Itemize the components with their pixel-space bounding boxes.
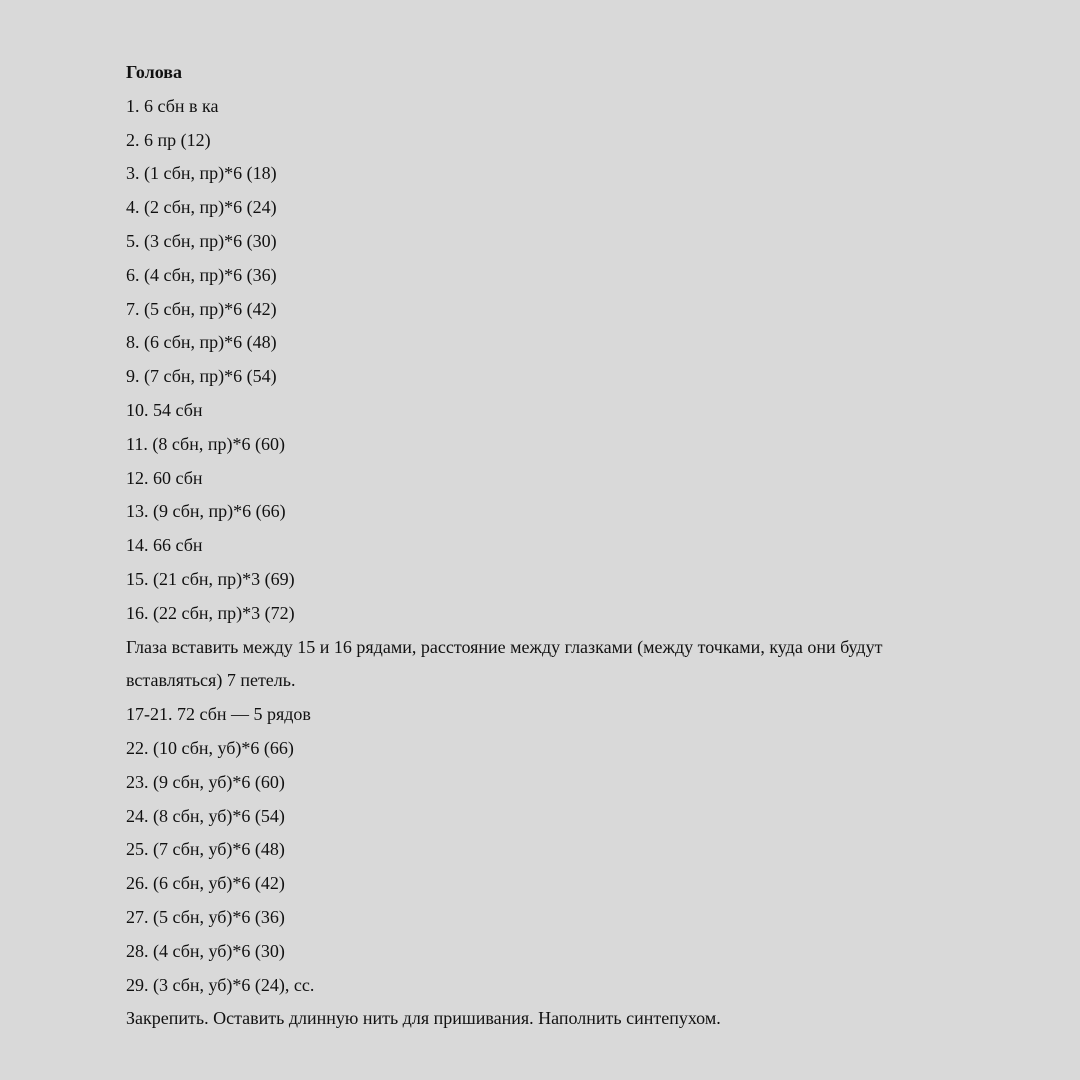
final-note: Закрепить. Оставить длинную нить для пришивания. Наполнить синтепухом. [126,1008,721,1029]
row-9: 9. (7 сбн, пр)*6 (54) [126,366,277,387]
row-15: 15. (21 сбн, пр)*3 (69) [126,568,295,589]
row-8: 8. (6 сбн, пр)*6 (48) [126,332,277,353]
row-13: 13. (9 сбн, пр)*6 (66) [126,501,286,522]
section-title: Голова [126,62,183,82]
row-25: 25. (7 сбн, уб)*6 (48) [126,839,285,860]
row-16: 16. (22 сбн, пр)*3 (72) [126,602,295,623]
row-10: 10. 54 сбн [126,399,203,420]
row-2: 2. 6 пр (12) [126,129,211,150]
row-26: 26. (6 сбн, уб)*6 (42) [126,873,285,894]
row-3: 3. (1 сбн, пр)*6 (18) [126,163,277,184]
row-7: 7. (5 сбн, пр)*6 (42) [126,298,277,319]
row-17-21: 17-21. 72 сбн — 5 рядов [126,704,311,725]
row-14: 14. 66 сбн [126,535,203,556]
row-11: 11. (8 сбн, пр)*6 (60) [126,433,285,454]
row-6: 6. (4 сбн, пр)*6 (36) [126,264,277,285]
row-5: 5. (3 сбн, пр)*6 (30) [126,230,277,251]
row-24: 24. (8 сбн, уб)*6 (54) [126,805,285,826]
row-28: 28. (4 сбн, уб)*6 (30) [126,940,285,961]
row-4: 4. (2 сбн, пр)*6 (24) [126,197,277,218]
row-23: 23. (9 сбн, уб)*6 (60) [126,771,285,792]
row-22: 22. (10 сбн, уб)*6 (66) [126,737,294,758]
row-12: 12. 60 сбн [126,467,203,488]
row-27: 27. (5 сбн, уб)*6 (36) [126,906,285,927]
row-29: 29. (3 сбн, уб)*6 (24), сс. [126,974,315,995]
instruction-list [126,90,940,1036]
row-1: 1. 6 сбн в ка [126,95,219,116]
eyes-note: Глаза вставить между 15 и 16 рядами, расстояние между глазками (между точками, куда они будут вставляться) 7 петель. [126,636,883,691]
